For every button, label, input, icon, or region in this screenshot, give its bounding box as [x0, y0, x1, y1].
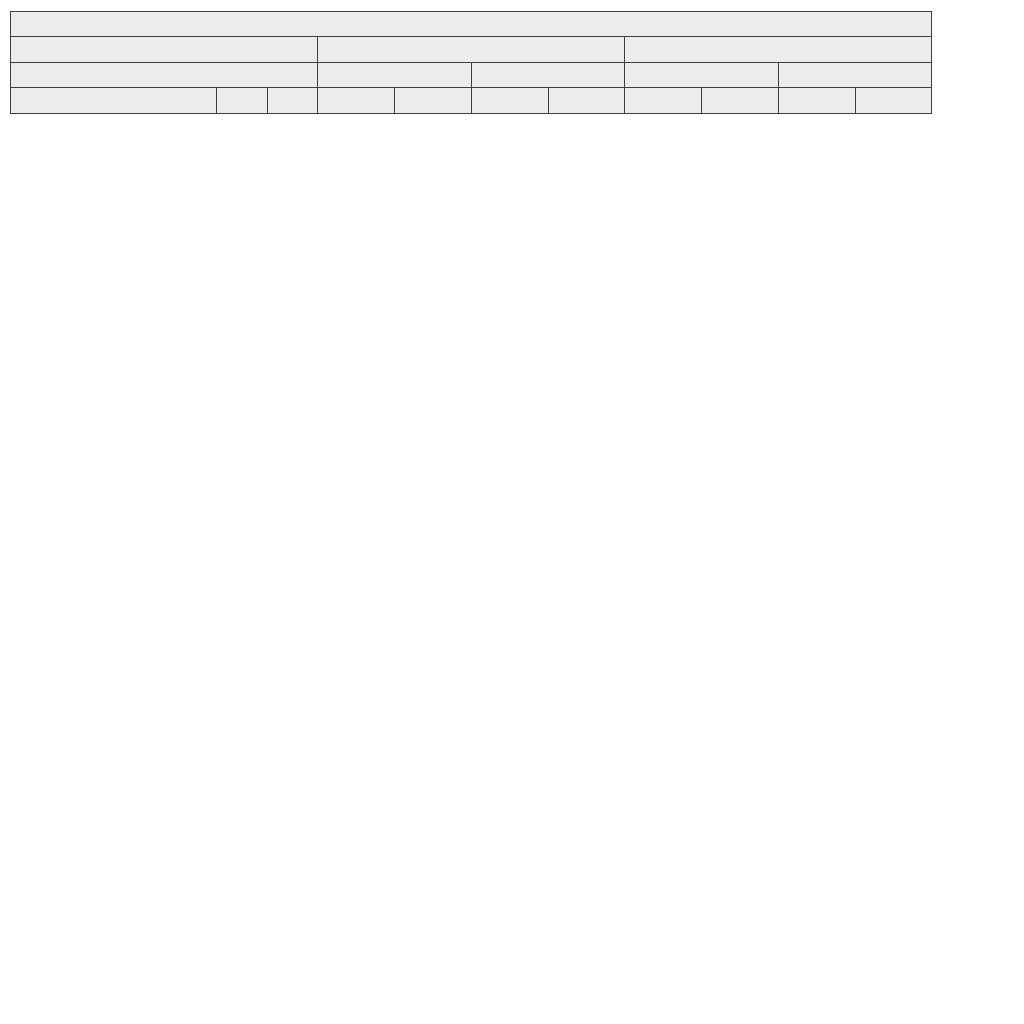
- site-info-header: [11, 62, 318, 87]
- oblique1-column-header: [472, 88, 549, 113]
- oblique1-column-header: [779, 88, 856, 113]
- column-header-row: [11, 88, 932, 113]
- oblique2-column-header: [856, 88, 932, 113]
- id-column-header: [217, 88, 268, 113]
- oblique2-column-header: [549, 88, 625, 113]
- std-dev-group-header: [625, 37, 932, 62]
- average-group-header: [318, 37, 625, 62]
- table-title: [11, 12, 932, 37]
- oblique2-column-header: [395, 88, 472, 113]
- freq-column-header: [268, 88, 318, 113]
- title-row: [11, 12, 932, 37]
- statistics-table: [10, 11, 932, 114]
- date-range-cell: [11, 37, 318, 62]
- avg-high-mode-header: [472, 62, 625, 87]
- group-row-2: [11, 62, 932, 87]
- colorbar: [950, 28, 966, 351]
- oblique1-column-header: [318, 88, 395, 113]
- group-row-1: [11, 37, 932, 62]
- std-low-mode-header: [625, 62, 779, 87]
- colorbar-unit-label: [979, 172, 993, 212]
- avg-low-mode-header: [318, 62, 472, 87]
- oblique1-column-header: [625, 88, 702, 113]
- std-high-mode-header: [779, 62, 932, 87]
- oblique2-column-header: [702, 88, 779, 113]
- city-state-column-header: [11, 88, 217, 113]
